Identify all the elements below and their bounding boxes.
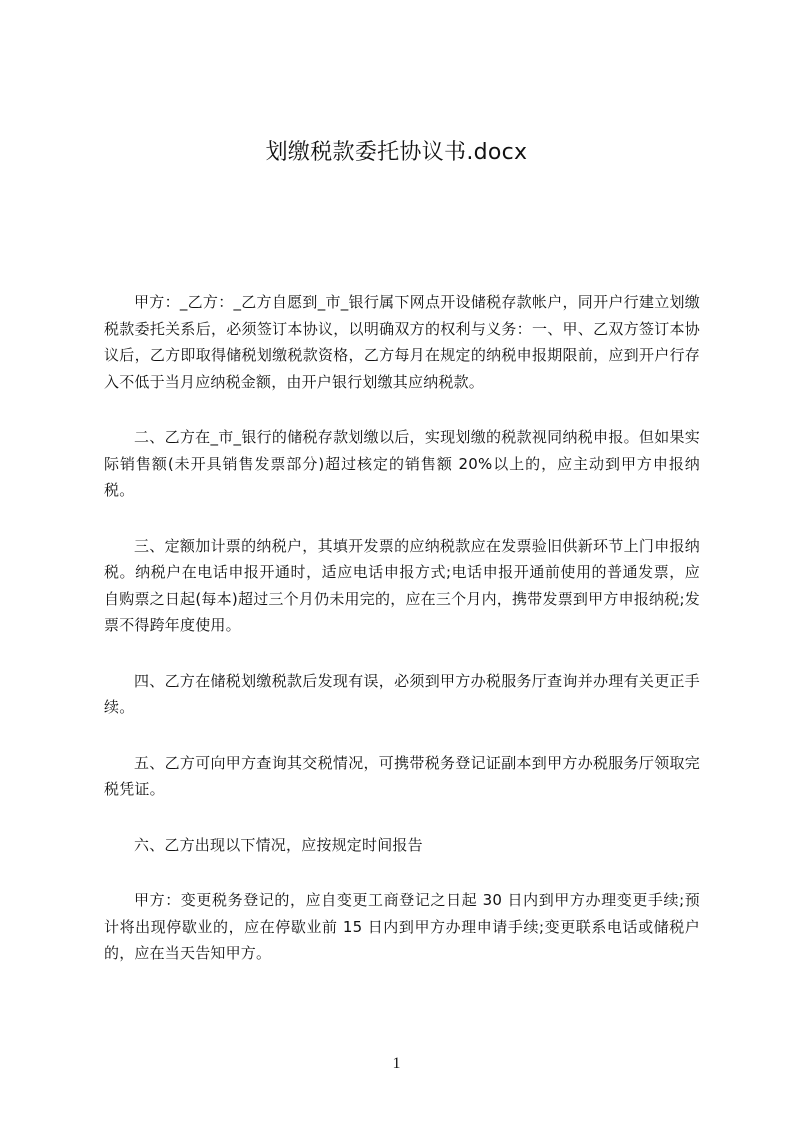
paragraph-clause-3: 三、定额加计票的纳税户，其填开发票的应纳税款应在发票验旧供新环节上门申报纳税。纳税户在电话申报开通时，适应电话申报方式;电话申报开通前使用的普通发票，应自购票之日起(每本)超过三个月仍未用完的，应在三个月内，携带发票到甲方申报纳税;发票不得跨年度使用。 — [104, 536, 700, 634]
document-body — [104, 289, 700, 967]
document-title: 划缴税款委托协议书.docx — [265, 140, 528, 165]
paragraph-reporting-rules: 甲方：变更税务登记的，应自变更工商登记之日起 30 日内到甲方办理变更手续;预计将出现停歇业的，应在停歇业前 15 日内到甲方办理申请手续;变更联系电话或储税户的，应在当天告知甲方。 — [104, 891, 700, 962]
paragraph-clause-5: 五、乙方可向甲方查询其交税情况，可携带税务登记证副本到甲方办税服务厅领取完税凭证。 — [104, 753, 700, 798]
paragraph-clause-6: 六、乙方出现以下情况，应按规定时间报告 — [134, 835, 423, 854]
page-number: 1 — [392, 1055, 401, 1072]
paragraph-clause-4: 四、乙方在储税划缴税款后发现有误，必须到甲方办税服务厅查询并办理有关更正手续。 — [104, 671, 700, 716]
paragraph-intro: 甲方：_乙方：_乙方自愿到_市_银行属下网点开设储税存款帐户，同开户行建立划缴税款委托关系后，必须签订本协议，以明确双方的权利与义务：一、甲、乙双方签订本协议后，乙方即取得储税划缴税款资格，乙方每月在规定的纳税申报期限前，应到开户行存入不低于当月应纳税金额，由开户银行划缴其应纳税款。 — [104, 293, 700, 391]
paragraph-clause-2: 二、乙方在_市_银行的储税存款划缴以后，实现划缴的税款视同纳税申报。但如果实际销售额(未开具销售发票部分)超过核定的销售额 20%以上的，应主动到甲方申报纳税。 — [104, 428, 700, 499]
